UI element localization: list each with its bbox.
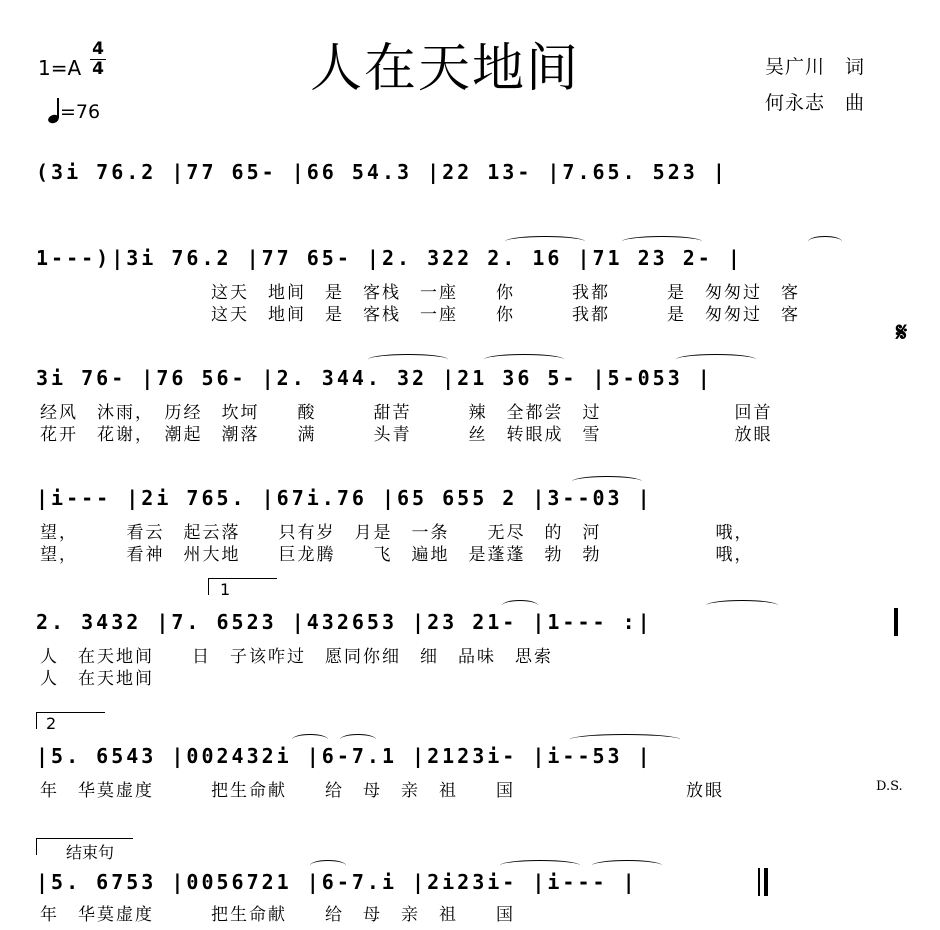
music-line-2: 1---)|3i 76.2 |77 65- |2. 322 2. 16 |71 23 2- |	[36, 246, 743, 270]
lyric-line-7: 年 华莫虚度 把生命献 给 母 亲 祖 国	[40, 905, 515, 925]
lyric-line-5-verse-1: 人 在天地间 日 子该咋过 愿同你细 细 品味 思索	[40, 647, 553, 667]
slur-mark	[706, 600, 778, 611]
slur-mark	[570, 734, 680, 745]
slur-mark	[592, 860, 662, 871]
music-line-3: 3i 76- |76 56- |2. 344. 32 |21 36 5- |5-053 |	[36, 366, 713, 390]
music-line-4: |i--- |2i 765. |67i.76 |65 655 2 |3--03 |	[36, 486, 653, 510]
lyric-line-4-verse-1: 望， 看云 起云落 只有岁 月是 一条 无尽 的 河 哦，	[40, 523, 754, 543]
ending-label: 结束句	[66, 843, 115, 862]
slur-mark	[368, 354, 448, 365]
volta-bracket-1	[208, 578, 277, 595]
volta-label-1: 1	[220, 580, 231, 599]
volta-label-2: 2	[46, 714, 57, 733]
song-title: 人在天地间	[310, 39, 581, 99]
lyric-line-6: 年 华莫虚度 把生命献 给 母 亲 祖 国 放眼	[40, 781, 724, 801]
quarter-note-icon	[48, 98, 60, 124]
music-line-6: |5. 6543 |002432i |6-7.1 |2123i- |i--53 |	[36, 744, 653, 768]
final-barline-thin	[758, 868, 760, 896]
slur-mark	[505, 236, 585, 247]
tempo-marking	[48, 98, 100, 124]
slur-mark	[340, 734, 376, 745]
slur-mark	[484, 354, 564, 365]
lyric-line-3-verse-1: 经风 沐雨， 历经 坎坷 酸 甜苦 辣 全都尝 过 回首	[40, 403, 773, 423]
repeat-end-barline	[894, 608, 898, 636]
music-line-7: |5. 6753 |0056721 |6-7.i |2i23i- |i--- |	[36, 870, 638, 894]
slur-mark	[310, 860, 346, 871]
music-line-1: (3i 76.2 |77 65- |66 54.3 |22 13- |7.65. 523 |	[36, 160, 728, 184]
time-signature	[88, 40, 108, 79]
final-barline-thick	[764, 868, 768, 896]
meter-bottom: 4	[92, 59, 104, 79]
lyric-line-4-verse-2: 望， 看神 州大地 巨龙腾 飞 遍地 是蓬蓬 勃 勃 哦，	[40, 545, 754, 565]
slur-mark	[808, 236, 842, 247]
tempo-value: =76	[60, 101, 101, 123]
segno-icon: 𝄋	[896, 318, 908, 348]
key-signature: 1=A	[38, 56, 82, 80]
slur-mark	[292, 734, 328, 745]
slur-mark	[502, 600, 538, 611]
slur-mark	[676, 354, 756, 365]
lyric-line-5-verse-2: 人 在天地间	[40, 669, 154, 689]
composer-credit: 何永志 曲	[765, 92, 866, 114]
slur-mark	[500, 860, 580, 871]
lyric-line-3-verse-2: 花开 花谢， 潮起 潮落 满 头青 丝 转眼成 雪 放眼	[40, 425, 773, 445]
ds-mark: D.S.	[876, 779, 903, 794]
music-line-5: 2. 3432 |7. 6523 |432653 |23 21- |1--- :|	[36, 610, 653, 634]
meter-top: 4	[92, 39, 104, 59]
lyric-line-2-verse-1: 这天 地间 是 客栈 一座 你 我都 是 匆匆过 客	[40, 283, 800, 303]
slur-mark	[572, 476, 642, 487]
lyric-line-2-verse-2: 这天 地间 是 客栈 一座 你 我都 是 匆匆过 客	[40, 305, 800, 325]
slur-mark	[622, 236, 702, 247]
lyricist-credit: 吴广川 词	[765, 56, 866, 78]
